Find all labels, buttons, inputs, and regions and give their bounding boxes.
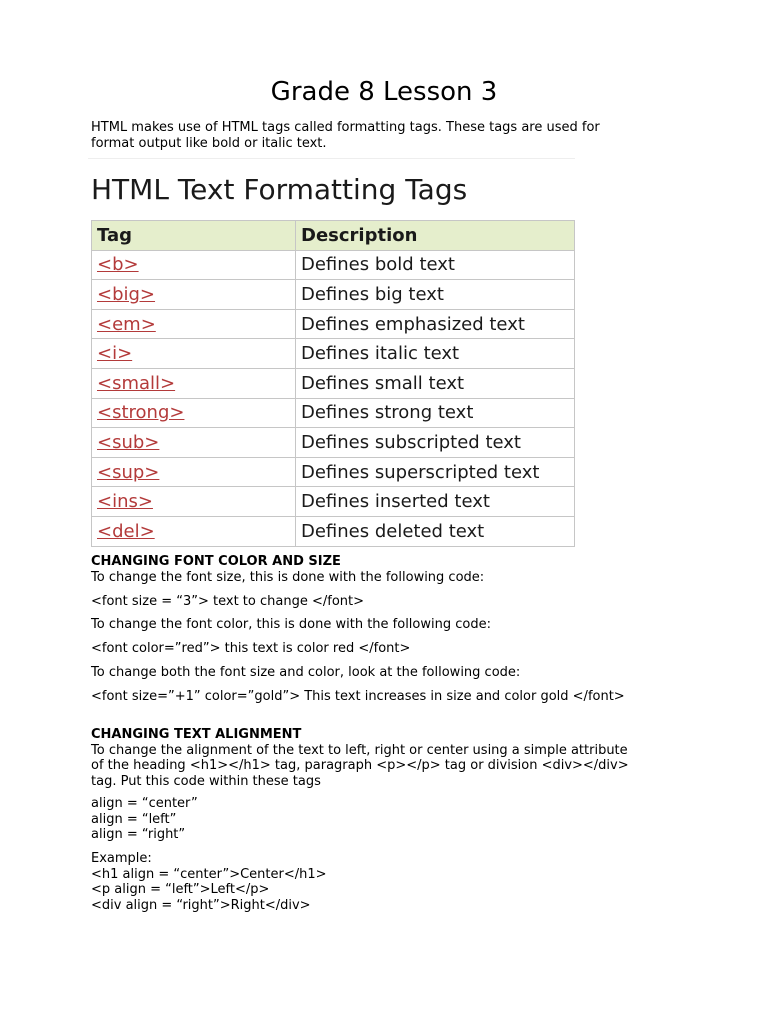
tag-link[interactable]: <del> <box>97 520 155 542</box>
align-intro-line: tag. Put this code within these tags <box>91 773 321 789</box>
intro-line: HTML makes use of HTML tags called formatting tags. These tags are used for <box>91 120 600 135</box>
description-cell: Defines strong text <box>296 398 575 428</box>
table-row <box>92 487 575 517</box>
tag-link[interactable]: <i> <box>97 343 133 365</box>
align-example <box>91 851 681 913</box>
align-intro-line: To change the alignment of the text to left, right or center using a simple attribute <box>91 742 628 758</box>
description-cell: Defines deleted text <box>296 516 575 546</box>
example-line: <p align = “left”>Left</p> <box>91 882 270 897</box>
table-row <box>92 250 575 280</box>
align-section-intro <box>91 727 681 789</box>
font-size-intro: To change the font size, this is done with the following code: <box>91 569 485 585</box>
align-option: align = “center” <box>91 796 198 811</box>
tag-cell <box>92 250 296 280</box>
font-both-code: <font size=”+1” color=”gold”> This text increases in size and color gold </font> <box>91 689 625 704</box>
table-row <box>92 457 575 487</box>
table-row <box>92 339 575 369</box>
tag-link[interactable]: <small> <box>97 372 176 394</box>
intro-paragraph <box>91 120 681 151</box>
example-label: Example: <box>91 851 152 866</box>
align-option: align = “left” <box>91 811 177 827</box>
description-cell: Defines subscripted text <box>296 428 575 458</box>
table-row <box>92 368 575 398</box>
align-intro-line: of the heading <h1></h1> tag, paragraph <p></p> tag or division <div></div> <box>91 758 629 773</box>
tag-cell <box>92 487 296 517</box>
formatting-tags-table <box>91 220 575 547</box>
description-cell: Defines emphasized text <box>296 309 575 339</box>
description-cell: Defines superscripted text <box>296 457 575 487</box>
description-cell: Defines big text <box>296 280 575 310</box>
font-color-code: <font color=”red”> this text is color red </font> <box>91 641 411 656</box>
tag-link[interactable]: <em> <box>97 313 156 335</box>
description-cell: Defines italic text <box>296 339 575 369</box>
tag-cell <box>92 398 296 428</box>
tag-link[interactable]: <b> <box>97 254 139 276</box>
table-row <box>92 398 575 428</box>
table-row <box>92 309 575 339</box>
tag-link[interactable]: <sub> <box>97 431 160 453</box>
tag-link[interactable]: <big> <box>97 283 156 305</box>
font-section-heading: CHANGING FONT COLOR AND SIZE <box>91 554 341 569</box>
column-header-tag: Tag <box>92 221 296 251</box>
table-row <box>92 516 575 546</box>
tag-link[interactable]: <ins> <box>97 491 153 513</box>
tag-cell <box>92 280 296 310</box>
tag-cell <box>92 309 296 339</box>
tag-link[interactable]: <sup> <box>97 461 160 483</box>
table-row <box>92 428 575 458</box>
table-row <box>92 280 575 310</box>
column-header-description: Description <box>296 221 575 251</box>
font-both-intro: To change both the font size and color, look at the following code: <box>91 665 521 680</box>
description-cell: Defines bold text <box>296 250 575 280</box>
align-section-heading: CHANGING TEXT ALIGNMENT <box>91 727 302 742</box>
tag-cell <box>92 339 296 369</box>
tag-link[interactable]: <strong> <box>97 402 185 424</box>
description-cell: Defines inserted text <box>296 487 575 517</box>
intro-line: format output like bold or italic text. <box>91 135 327 151</box>
example-line: <h1 align = “center”>Center</h1> <box>91 866 327 882</box>
table-header-row <box>92 221 575 251</box>
figure-title: HTML Text Formatting Tags <box>91 173 468 206</box>
font-section-intro <box>91 554 681 585</box>
tag-cell <box>92 516 296 546</box>
align-options <box>91 796 681 843</box>
description-cell: Defines small text <box>296 368 575 398</box>
align-option: align = “right” <box>91 827 186 842</box>
tag-cell <box>92 368 296 398</box>
font-size-code: <font size = “3”> text to change </font> <box>91 594 364 609</box>
font-color-intro: To change the font color, this is done with the following code: <box>91 617 491 632</box>
tag-cell <box>92 428 296 458</box>
page-title: Grade 8 Lesson 3 <box>270 77 498 107</box>
figure-divider <box>88 158 575 159</box>
formatting-tags-figure <box>88 158 575 548</box>
tag-cell <box>92 457 296 487</box>
example-line: <div align = “right”>Right</div> <box>91 897 311 913</box>
